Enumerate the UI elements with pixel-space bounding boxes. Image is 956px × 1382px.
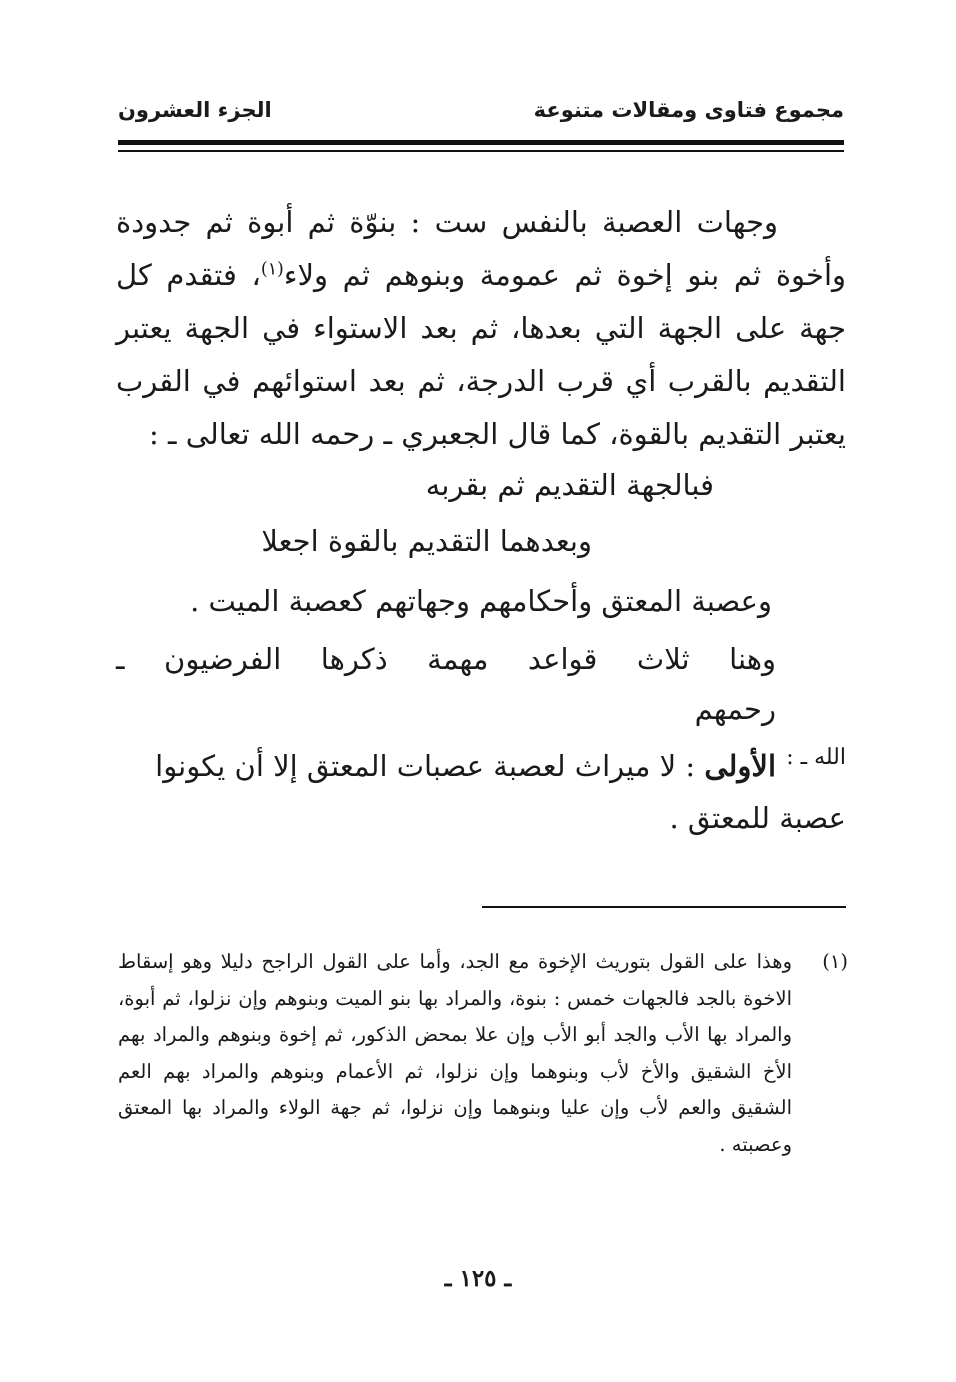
header-volume: الجزء العشرون xyxy=(118,98,272,122)
paragraph-text xyxy=(116,196,846,461)
footnote-separator xyxy=(482,906,846,908)
verse-line-2: وبعدهما التقديم بالقوة اجعلا xyxy=(261,524,592,558)
verse-line-1: فبالجهة التقديم ثم بقربه xyxy=(425,468,714,502)
para1-part2: ، فتقدم كل جهة على الجهة التي بعدها، ثم بعد الاستواء في الجهة يعتبر التقديم بالقرب أي قرب الدرجة، ثم بعد استوائهم في القرب يعتبر التقديم بالقوة، كما قال الجعبري ـ رحمه الله تعالى ـ : xyxy=(116,258,846,451)
footnote-reference[interactable]: (١) xyxy=(260,259,284,280)
para1-part1: وجهات العصبة بالنفس ست : بنوّة ثم أبوة ثم جدودة وأخوة ثم بنو إخوة ثم عمومة وبنوهم ثم ولاء xyxy=(116,205,847,292)
para3-line1: وهنا ثلاث قواعد مهمة ذكرها الفرضيون ـ رحمهم xyxy=(116,642,776,726)
running-header xyxy=(118,92,844,136)
header-book-title: مجموع فتاوى ومقالات متنوعة xyxy=(533,98,844,122)
footnote-text: وهذا على القول بتوريث الإخوة مع الجد، وأما على القول الراجح دليلا وهو إسقاط الاخوة بالجد فالجهات خمس : بنوة، والمراد بها بنو الميت وبنوهم وإن نزلوا، ثم أبوة، والمراد بها الأب والجد أبو الأب وإن علا بمحض الذكور، ثم إخوة وبنوهم والمراد بهم الأخ الشقيق والأخ لأب وبنوهما وإن نزلوا، ثم الأعمام وبنوهم والمراد بهم العم الشقيق والعم لأب وإن عليا وبنوهما وإن نزلوا، ثم جهة الولاء والمراد بها المعتق وعصبته . xyxy=(118,950,792,1156)
para4-line1 xyxy=(116,740,846,792)
para4-line2: عصبة للمعتق . xyxy=(669,801,846,835)
para3-line2: الله ـ : xyxy=(786,745,846,770)
footnote-marker: (١) xyxy=(822,950,848,973)
rule-term: الأولى xyxy=(704,749,776,783)
header-rule-thin xyxy=(118,150,844,152)
body-paragraph-1 xyxy=(116,196,846,461)
page-number: ـ ١٢٥ ـ xyxy=(444,1265,512,1292)
body-paragraph-4 xyxy=(116,740,846,844)
rule-text: : لا ميراث لعصبة عصبات المعتق إلا أن يكونوا xyxy=(155,749,705,783)
footnote xyxy=(118,944,848,1163)
body-paragraph-2: وعصبة المعتق وأحكامهم وجهاتهم كعصبة الميت . xyxy=(190,584,772,618)
header-rule-thick xyxy=(118,140,844,145)
